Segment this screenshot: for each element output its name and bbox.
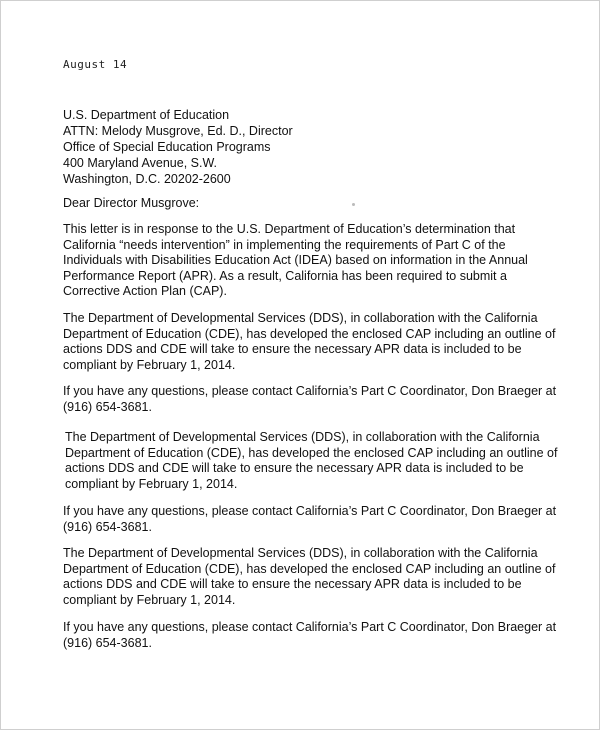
recipient-organization: U.S. Department of Education [63,108,230,122]
salutation: Dear Director Musgrove: [63,196,200,210]
body-paragraph-cap-repeat-1: The Department of Developmental Services (DDS), in collaboration with the California Department of Education (CDE), has developed the enclosed CAP including an outline of actions DDS and CDE will take to ensure the necessary APR data is included to be compliant by February 1, 2014. [65,430,558,491]
body-paragraph-cap-repeat-2: The Department of Developmental Services (DDS), in collaboration with the California Department of Education (CDE), has developed the enclosed CAP including an outline of actions DDS and CDE will take to ensure the necessary APR data is included to be compliant by February 1, 2014. [63,546,556,607]
body-paragraph-intro: This letter is in response to the U.S. Department of Education’s determination that California “needs intervention” in implementing the requirements of Part C of the Individuals with Disabilities Education Act (IDEA) based on information in the Annual Performance Report (APR). As a result, California has been required to submit a Corrective Action Plan (CAP). [63,222,528,299]
recipient-office: Office of Special Education Programs [63,140,271,154]
recipient-attention-line: ATTN: Melody Musgrove, Ed. D., Director [63,124,293,138]
recipient-city-state-zip: Washington, D.C. 20202-2600 [63,172,231,186]
letter-date: August 14 [63,58,128,71]
recipient-address-block [63,107,293,187]
scan-speck [352,203,355,206]
body-paragraph-contact-repeat-2: If you have any questions, please contact California’s Part C Coordinator, Don Braeger at (916) 654-3681. [63,620,557,650]
body-paragraph-contact-repeat-1: If you have any questions, please contact California’s Part C Coordinator, Don Braeger at (916) 654-3681. [63,504,557,534]
recipient-street: 400 Maryland Avenue, S.W. [63,156,218,170]
body-paragraph-cap: The Department of Developmental Services (DDS), in collaboration with the California Department of Education (CDE), has developed the enclosed CAP including an outline of actions DDS and CDE will take to ensure the necessary APR data is included to be compliant by February 1, 2014. [63,311,556,372]
body-paragraph-contact: If you have any questions, please contact California’s Part C Coordinator, Don Braeger at (916) 654-3681. [63,384,557,414]
